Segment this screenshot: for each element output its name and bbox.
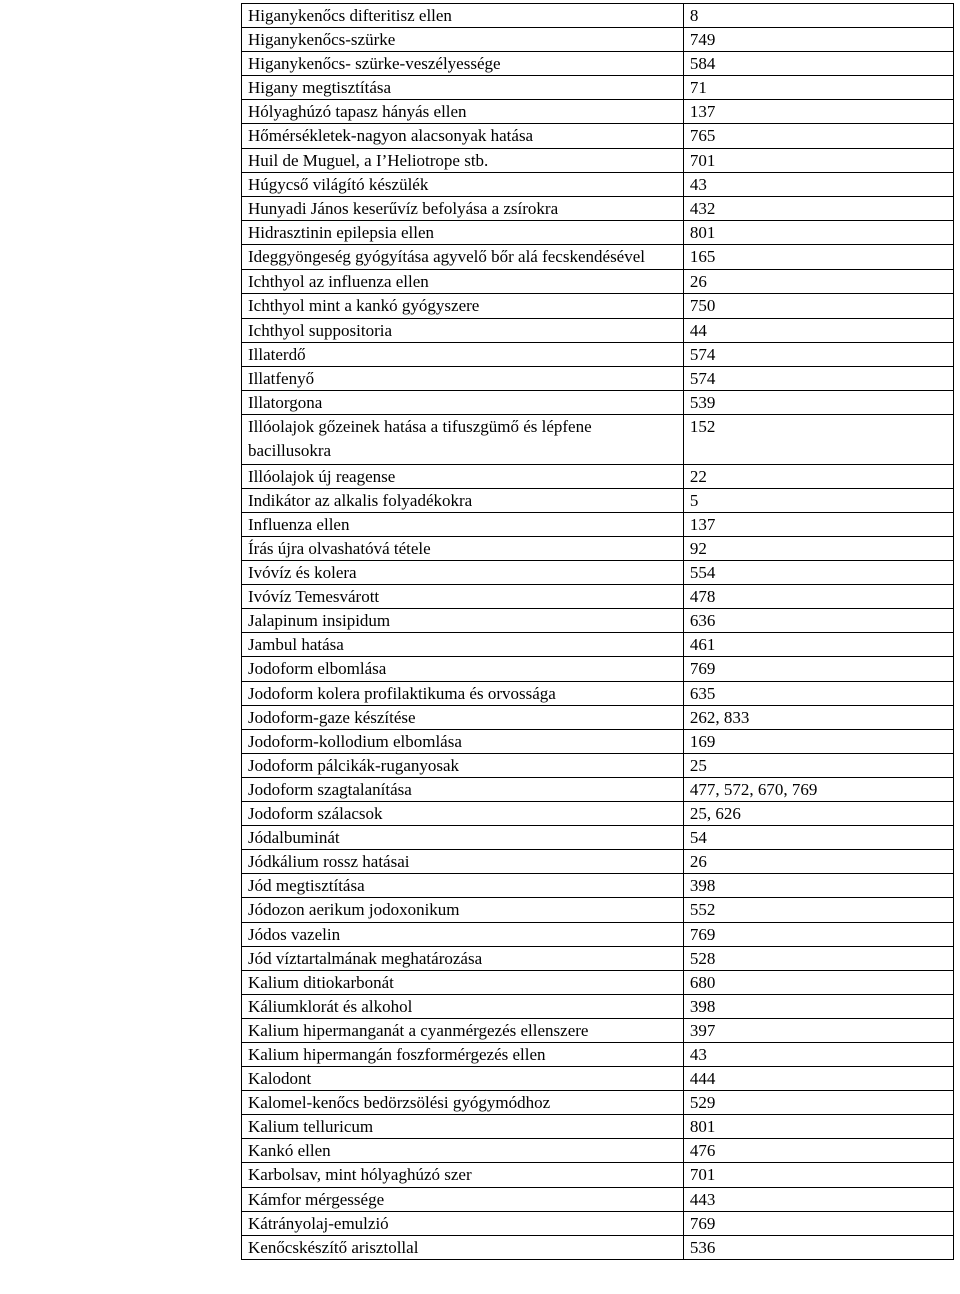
index-term: Illóolajok új reagense — [242, 464, 684, 488]
index-row — [242, 826, 954, 850]
index-row — [242, 681, 954, 705]
index-page-ref: 476 — [683, 1139, 953, 1163]
index-term: Ichthyol suppositoria — [242, 318, 684, 342]
index-term: Írás újra olvashatóvá tétele — [242, 537, 684, 561]
index-page-ref: 25, 626 — [683, 802, 953, 826]
index-page-ref: 574 — [683, 366, 953, 390]
index-row — [242, 1235, 954, 1259]
index-row — [242, 633, 954, 657]
index-row — [242, 729, 954, 753]
index-page-ref: 397 — [683, 1018, 953, 1042]
index-page-ref: 478 — [683, 585, 953, 609]
index-term: Kámfor mérgessége — [242, 1187, 684, 1211]
index-term: Jodoform kolera profilaktikuma és orvossága — [242, 681, 684, 705]
index-page-ref: 801 — [683, 220, 953, 244]
index-page-ref: 801 — [683, 1115, 953, 1139]
index-term: Kátrányolaj-emulzió — [242, 1211, 684, 1235]
index-page-ref: 539 — [683, 390, 953, 414]
index-row — [242, 561, 954, 585]
index-page-ref: 765 — [683, 124, 953, 148]
index-term: Hőmérsékletek-nagyon alacsonyak hatása — [242, 124, 684, 148]
index-row — [242, 196, 954, 220]
index-term: Illatfenyő — [242, 366, 684, 390]
index-term: Jódalbuminát — [242, 826, 684, 850]
index-page-ref: 54 — [683, 826, 953, 850]
index-page-ref: 574 — [683, 342, 953, 366]
index-page-ref: 5 — [683, 488, 953, 512]
index-row — [242, 100, 954, 124]
index-row — [242, 244, 954, 269]
index-row — [242, 1042, 954, 1066]
index-term: Kankó ellen — [242, 1139, 684, 1163]
index-page-ref: 769 — [683, 1211, 953, 1235]
index-row — [242, 464, 954, 488]
index-term: Kalomel-kenőcs bedörzsölési gyógymódhoz — [242, 1091, 684, 1115]
index-page-ref: 92 — [683, 537, 953, 561]
index-term: Jodoform elbomlása — [242, 657, 684, 681]
index-row — [242, 52, 954, 76]
index-row — [242, 657, 954, 681]
index-term: Ideggyöngeség gyógyítása agyvelő bőr alá fecskendésével — [242, 244, 684, 269]
index-row — [242, 28, 954, 52]
index-row — [242, 946, 954, 970]
index-term: Ivóvíz Temesvárott — [242, 585, 684, 609]
index-page-ref: 26 — [683, 850, 953, 874]
index-row — [242, 270, 954, 294]
index-term: Ichthyol mint a kankó gyógyszere — [242, 294, 684, 318]
index-term: Karbolsav, mint hólyaghúzó szer — [242, 1163, 684, 1187]
index-term: Jodoform pálcikák-ruganyosak — [242, 753, 684, 777]
index-term: Illaterdő — [242, 342, 684, 366]
index-table-body — [242, 4, 954, 1260]
index-term: Kalium hipermangán foszformérgezés ellen — [242, 1042, 684, 1066]
index-term: Hunyadi János keserűvíz befolyása a zsírokra — [242, 196, 684, 220]
index-page-ref: 25 — [683, 753, 953, 777]
index-row — [242, 1091, 954, 1115]
index-page-ref: 22 — [683, 464, 953, 488]
index-page-ref: 71 — [683, 76, 953, 100]
index-row — [242, 488, 954, 512]
index-page-ref: 169 — [683, 729, 953, 753]
index-term: Kalium hipermanganát a cyanmérgezés ellenszere — [242, 1018, 684, 1042]
index-row — [242, 124, 954, 148]
index-row — [242, 609, 954, 633]
index-page-ref: 536 — [683, 1235, 953, 1259]
index-row — [242, 970, 954, 994]
index-term: Illatorgona — [242, 390, 684, 414]
index-page-ref: 750 — [683, 294, 953, 318]
index-page-ref: 43 — [683, 172, 953, 196]
index-row — [242, 220, 954, 244]
index-row — [242, 585, 954, 609]
index-term: Hidrasztinin epilepsia ellen — [242, 220, 684, 244]
index-term: Húgycső világító készülék — [242, 172, 684, 196]
index-page-ref: 443 — [683, 1187, 953, 1211]
index-page-ref: 680 — [683, 970, 953, 994]
index-row — [242, 76, 954, 100]
index-row — [242, 922, 954, 946]
index-row — [242, 172, 954, 196]
index-term: Kalium ditiokarbonát — [242, 970, 684, 994]
index-page-ref: 444 — [683, 1067, 953, 1091]
index-row — [242, 1139, 954, 1163]
index-term: Huil de Muguel, a I’Heliotrope stb. — [242, 148, 684, 172]
index-term: Kalodont — [242, 1067, 684, 1091]
index-page-ref: 165 — [683, 244, 953, 269]
index-page-ref: 701 — [683, 148, 953, 172]
index-page-ref: 749 — [683, 28, 953, 52]
index-term: Jódkálium rossz hatásai — [242, 850, 684, 874]
index-row — [242, 342, 954, 366]
index-page-ref: 584 — [683, 52, 953, 76]
index-page-ref: 152 — [683, 414, 953, 464]
index-row — [242, 366, 954, 390]
index-row — [242, 318, 954, 342]
index-row — [242, 802, 954, 826]
index-page-ref: 477, 572, 670, 769 — [683, 777, 953, 801]
index-page-ref: 701 — [683, 1163, 953, 1187]
index-page-ref: 635 — [683, 681, 953, 705]
index-term: Indikátor az alkalis folyadékokra — [242, 488, 684, 512]
index-term: Influenza ellen — [242, 512, 684, 536]
index-row — [242, 294, 954, 318]
index-term: Káliumklorát és alkohol — [242, 994, 684, 1018]
index-row — [242, 512, 954, 536]
index-row — [242, 414, 954, 464]
index-term: Jodoform szagtalanítása — [242, 777, 684, 801]
index-row — [242, 537, 954, 561]
index-row — [242, 4, 954, 28]
index-row — [242, 1115, 954, 1139]
index-row — [242, 898, 954, 922]
index-page-ref: 262, 833 — [683, 705, 953, 729]
index-row — [242, 148, 954, 172]
index-page-ref: 528 — [683, 946, 953, 970]
index-term: Jód megtisztítása — [242, 874, 684, 898]
index-page-ref: 43 — [683, 1042, 953, 1066]
index-term: Kenőcskészítő arisztollal — [242, 1235, 684, 1259]
index-term: Jódozon aerikum jodoxonikum — [242, 898, 684, 922]
index-table — [241, 3, 954, 1260]
index-term: Jód víztartalmának meghatározása — [242, 946, 684, 970]
index-row — [242, 1067, 954, 1091]
index-term: Jódos vazelin — [242, 922, 684, 946]
index-term: Higanykenőcs- szürke-veszélyessége — [242, 52, 684, 76]
index-row — [242, 753, 954, 777]
index-term: Illóolajok gőzeinek hatása a tifuszgümő és lépfene bacillusokra — [242, 414, 684, 464]
index-page-ref: 137 — [683, 100, 953, 124]
index-page-ref: 769 — [683, 657, 953, 681]
index-page-ref: 769 — [683, 922, 953, 946]
index-term: Ichthyol az influenza ellen — [242, 270, 684, 294]
index-page-ref: 137 — [683, 512, 953, 536]
index-row — [242, 850, 954, 874]
index-row — [242, 1018, 954, 1042]
index-row — [242, 994, 954, 1018]
index-term: Higanykenőcs-szürke — [242, 28, 684, 52]
index-page-ref: 552 — [683, 898, 953, 922]
index-row — [242, 1211, 954, 1235]
index-row — [242, 777, 954, 801]
index-term: Kalium telluricum — [242, 1115, 684, 1139]
index-page-ref: 398 — [683, 994, 953, 1018]
index-row — [242, 1187, 954, 1211]
index-term: Jodoform-kollodium elbomlása — [242, 729, 684, 753]
index-page-ref: 26 — [683, 270, 953, 294]
index-row — [242, 1163, 954, 1187]
index-row — [242, 874, 954, 898]
index-page-ref: 554 — [683, 561, 953, 585]
index-page-ref: 461 — [683, 633, 953, 657]
index-page-ref: 8 — [683, 4, 953, 28]
index-page-ref: 44 — [683, 318, 953, 342]
index-term: Higanykenőcs difteritisz ellen — [242, 4, 684, 28]
index-page-ref: 432 — [683, 196, 953, 220]
index-term: Jambul hatása — [242, 633, 684, 657]
index-page-ref: 636 — [683, 609, 953, 633]
index-term: Jodoform szálacsok — [242, 802, 684, 826]
index-term: Ivóvíz és kolera — [242, 561, 684, 585]
index-term: Higany megtisztítása — [242, 76, 684, 100]
index-term: Jalapinum insipidum — [242, 609, 684, 633]
index-term: Hólyaghúzó tapasz hányás ellen — [242, 100, 684, 124]
index-row — [242, 390, 954, 414]
index-page-ref: 529 — [683, 1091, 953, 1115]
index-page-ref: 398 — [683, 874, 953, 898]
index-row — [242, 705, 954, 729]
index-term: Jodoform-gaze készítése — [242, 705, 684, 729]
